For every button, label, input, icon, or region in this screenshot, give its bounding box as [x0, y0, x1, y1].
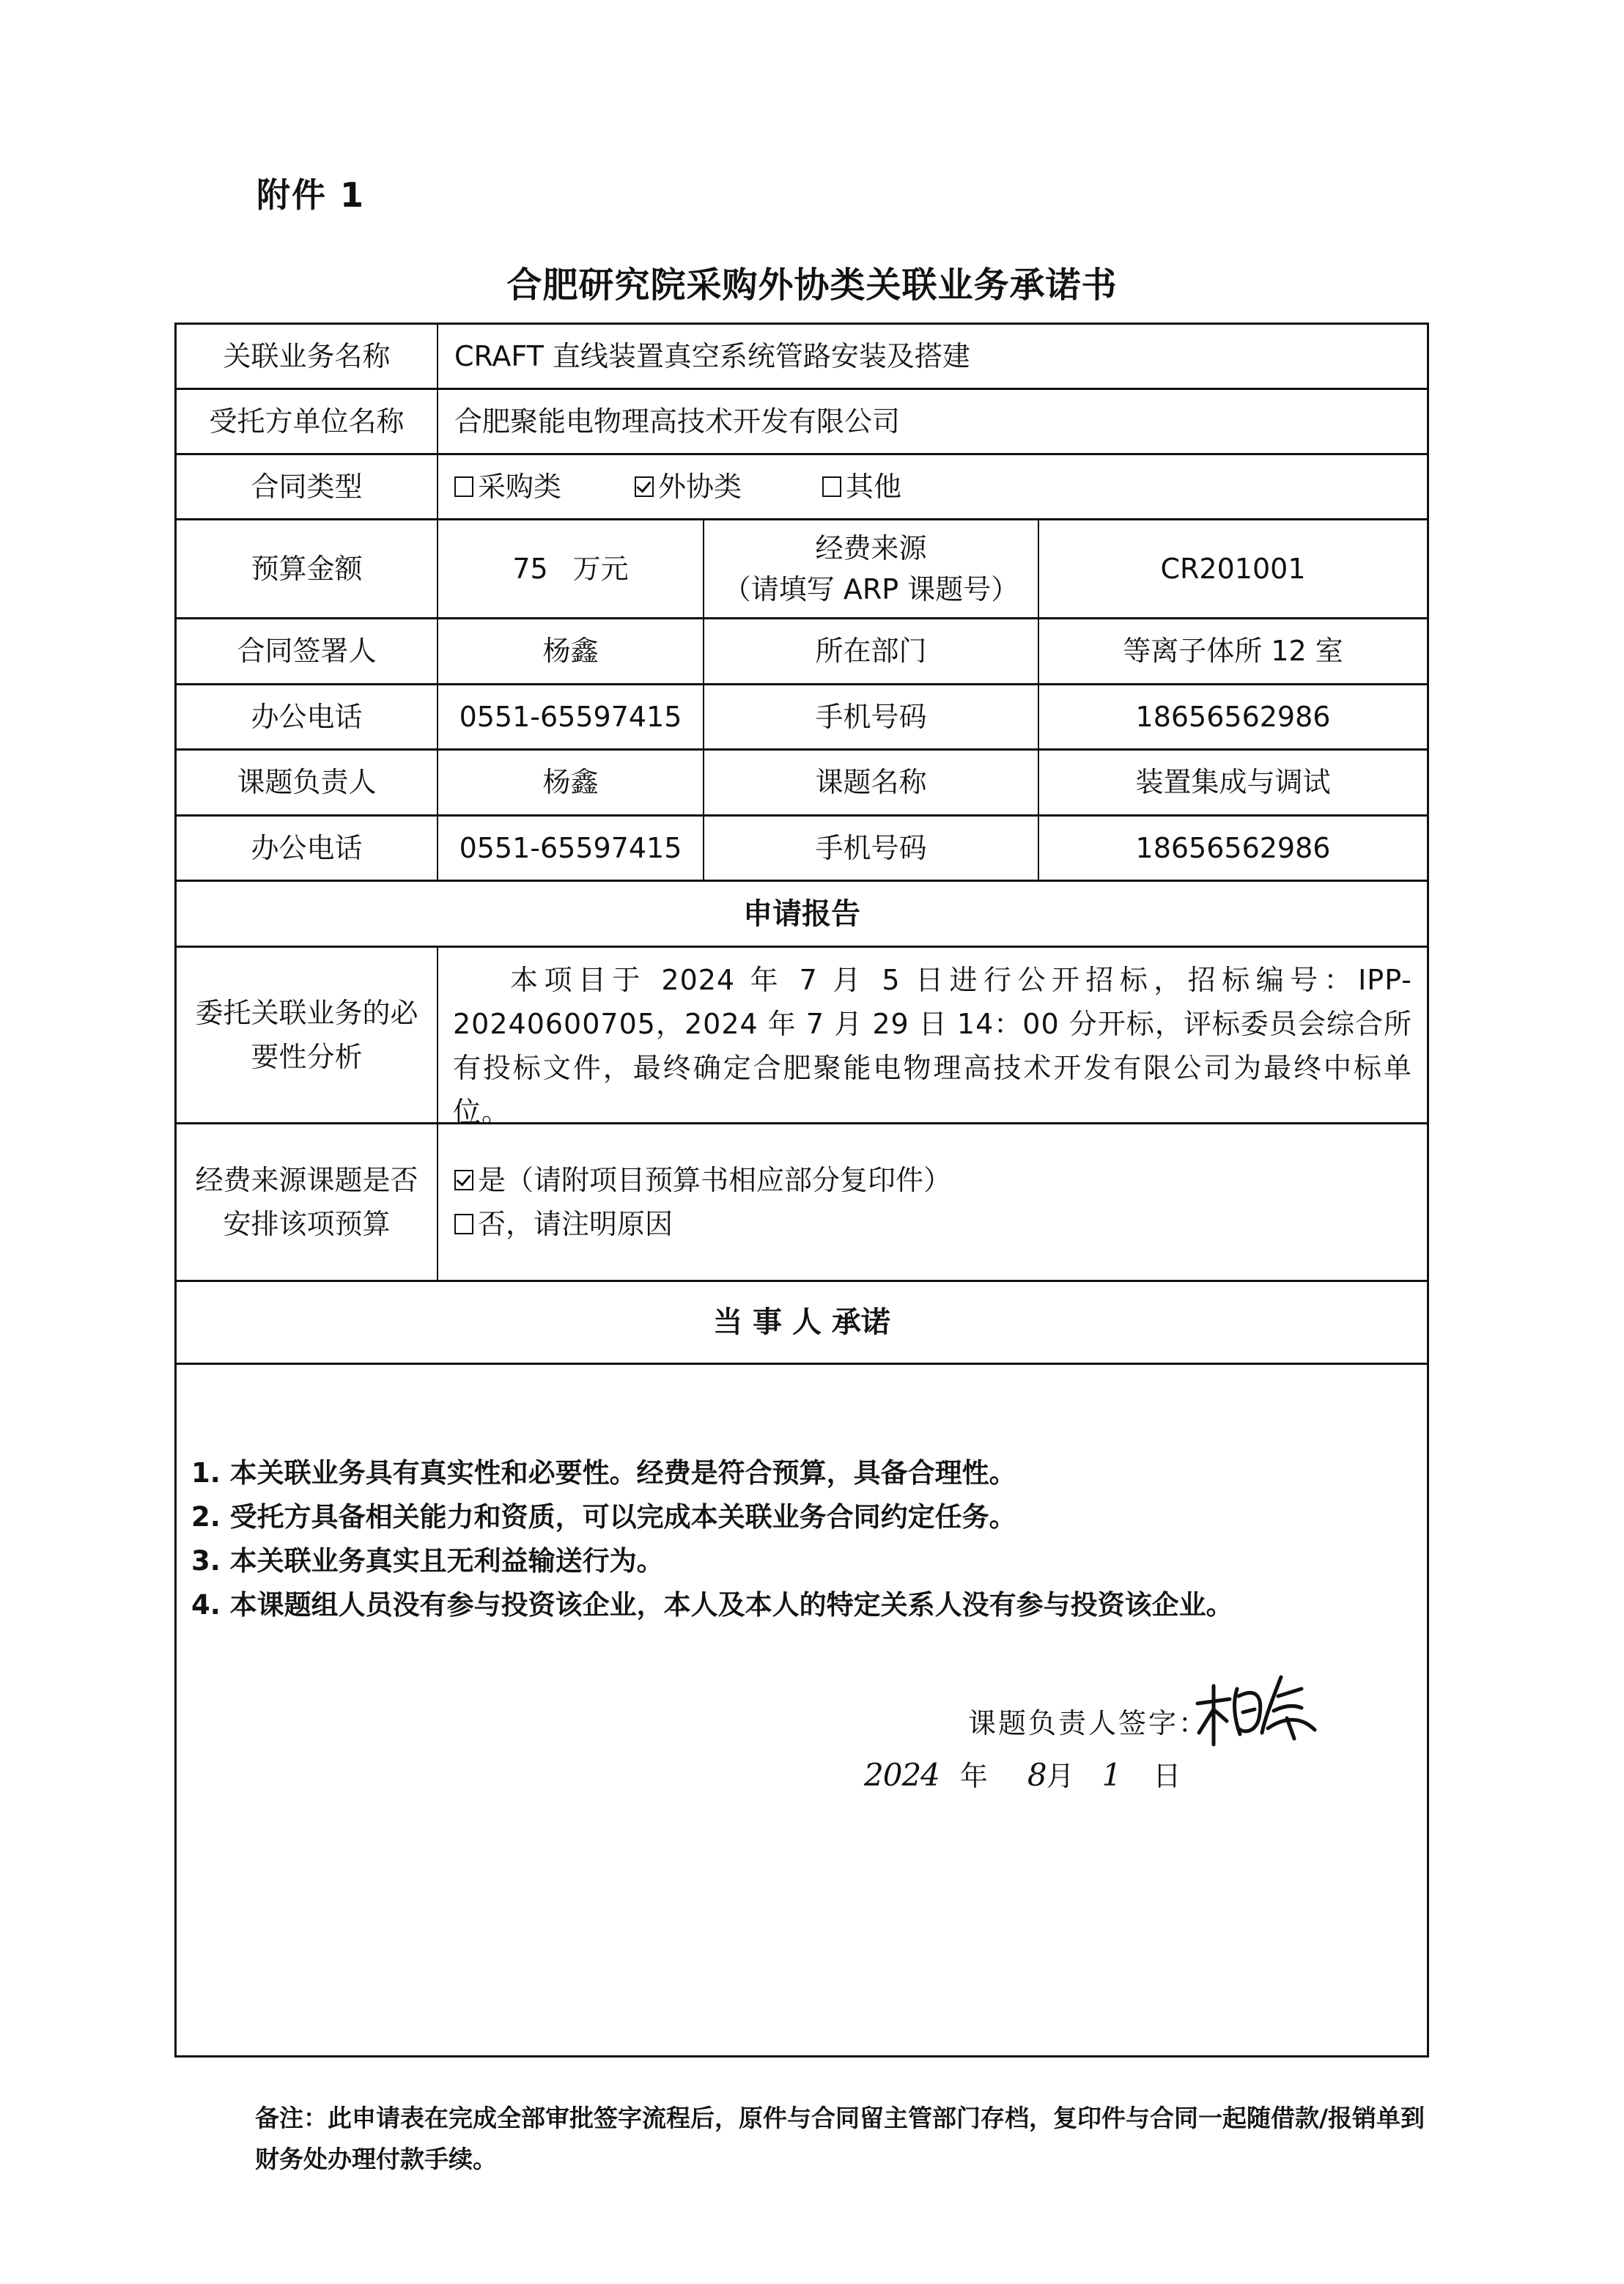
row-budget-arranged: [177, 1124, 1427, 1282]
contract-type-option-other[interactable]: [822, 466, 901, 508]
date-year: 2024: [864, 1757, 940, 1793]
signer-label: 合同签署人: [177, 619, 438, 683]
row-necessity: [177, 948, 1427, 1128]
row-business-name: [177, 325, 1427, 390]
contract-type-option-purchase[interactable]: [454, 466, 561, 508]
promise-item: 1. 本关联业务具有真实性和必要性。经费是符合预算，具备合理性。: [191, 1457, 1016, 1489]
department-value: 等离子体所 12 室: [1123, 635, 1343, 667]
option-label: 是（请附项目预算书相应部分复印件）: [478, 1164, 952, 1196]
date-month-unit: 月: [1046, 1760, 1074, 1792]
budget-arranged-label-line1: 经费来源课题是否: [195, 1164, 418, 1196]
attachment-label: 附件 1: [256, 175, 366, 215]
entrusted-party-value: 合肥聚能电物理高技术开发有限公司: [454, 405, 901, 438]
mobile-value: 18656562986: [1135, 831, 1331, 864]
date-day: 1: [1101, 1757, 1121, 1793]
promise-item: 3. 本关联业务真实且无利益输送行为。: [191, 1545, 664, 1577]
contract-type-option-outsourcing[interactable]: [635, 466, 742, 508]
business-name-value: CRAFT 直线装置真空系统管路安装及搭建: [454, 339, 970, 372]
budget-amount: [438, 520, 704, 617]
commitment-form: [174, 323, 1429, 2058]
checkbox-checked-icon[interactable]: [454, 1170, 473, 1190]
budget-arranged-options: [438, 1124, 1427, 1280]
row-budget: [177, 520, 1427, 619]
promise-list: [191, 1451, 1233, 1627]
budget-arranged-yes[interactable]: [454, 1158, 951, 1202]
handwritten-signature: [1192, 1674, 1324, 1747]
mobile-value: 18656562986: [1135, 700, 1331, 733]
mobile-label: 手机号码: [704, 685, 1039, 748]
fund-source-hint: （请填写 ARP 课题号）: [723, 573, 1019, 605]
promise-body: [177, 1365, 1427, 2055]
row-signer-contact: [177, 685, 1427, 751]
option-label: 采购类: [478, 470, 562, 503]
promise-item: 2. 受托方具备相关能力和资质，可以完成本关联业务合同约定任务。: [191, 1501, 1016, 1533]
contract-type-options: [438, 455, 1427, 518]
budget-amount-value: 75: [512, 552, 548, 585]
fund-source-label-cell: [704, 520, 1039, 617]
office-phone-value: 0551-65597415: [438, 817, 704, 880]
necessity-label-line1: 委托关联业务的必: [195, 997, 418, 1029]
date-year-unit: 年: [959, 1760, 988, 1792]
option-label: 否，请注明原因: [478, 1208, 673, 1240]
date-day-unit: 日: [1153, 1760, 1181, 1792]
signature-label: 课题负责人签字：: [968, 1707, 1209, 1739]
option-label: 其他: [846, 470, 902, 503]
necessity-label: [177, 948, 438, 1122]
report-heading: 申请报告: [743, 896, 860, 931]
checkbox-unchecked-icon[interactable]: [454, 476, 473, 497]
project-name-label: 课题名称: [704, 751, 1039, 814]
budget-amount-unit: 万元: [572, 552, 629, 585]
row-entrusted-party: [177, 390, 1427, 455]
row-promise-heading: [177, 1282, 1427, 1365]
budget-arranged-no[interactable]: [454, 1202, 673, 1246]
project-lead-label: 课题负责人: [177, 751, 438, 814]
checkbox-unchecked-icon[interactable]: [822, 476, 841, 497]
row-contract-type: [177, 455, 1427, 520]
checkbox-unchecked-icon[interactable]: [454, 1214, 473, 1234]
checkbox-checked-icon[interactable]: [635, 476, 654, 497]
budget-label: 预算金额: [177, 520, 438, 617]
promise-heading: 当 事 人 承诺: [713, 1305, 890, 1339]
option-label: 外协类: [658, 470, 742, 503]
office-phone-value: 0551-65597415: [438, 685, 704, 748]
business-name-label: 关联业务名称: [177, 325, 438, 388]
document-title: 合肥研究院采购外协类关联业务承诺书: [506, 265, 1118, 306]
department-label: 所在部门: [704, 619, 1039, 683]
fund-source-value: CR201001: [1160, 552, 1306, 585]
promise-item: 4. 本课题组人员没有参与投资该企业，本人及本人的特定关系人没有参与投资该企业。: [191, 1589, 1233, 1621]
office-phone-label: 办公电话: [177, 817, 438, 880]
entrusted-party-label: 受托方单位名称: [177, 390, 438, 453]
row-project-lead: [177, 751, 1427, 817]
row-promise-body: [177, 1365, 1427, 2055]
row-signer: [177, 619, 1427, 685]
fund-source-label: 经费来源: [815, 532, 927, 564]
necessity-text: 本项目于 2024 年 7 月 5 日进行公开招标，招标编号：IPP-20240600705，2024 年 7 月 29 日 14：00 分开标，评标委员会综合所有投标文件，最终确定合肥聚能电物理高技术开发有限公司为最终中标单位。: [453, 964, 1412, 1128]
row-report-heading: [177, 882, 1427, 948]
row-lead-contact: [177, 817, 1427, 882]
project-lead-value: 杨鑫: [438, 751, 704, 814]
date-month: 8: [1027, 1757, 1047, 1793]
signer-value: 杨鑫: [438, 619, 704, 683]
necessity-label-line2: 要性分析: [251, 1041, 363, 1073]
budget-arranged-label: [177, 1124, 438, 1280]
budget-arranged-label-line2: 安排该项预算: [223, 1208, 391, 1240]
date-line: [864, 1753, 1181, 1794]
mobile-label: 手机号码: [704, 817, 1039, 880]
necessity-text-cell: [438, 948, 1427, 1128]
project-name-value: 装置集成与调试: [1135, 766, 1331, 798]
footnote: 备注：此申请表在完成全部审批签字流程后，原件与合同留主管部门存档，复印件与合同一起随借款/报销单到财务处办理付款手续。: [255, 2104, 1425, 2173]
office-phone-label: 办公电话: [177, 685, 438, 748]
contract-type-label: 合同类型: [177, 455, 438, 518]
